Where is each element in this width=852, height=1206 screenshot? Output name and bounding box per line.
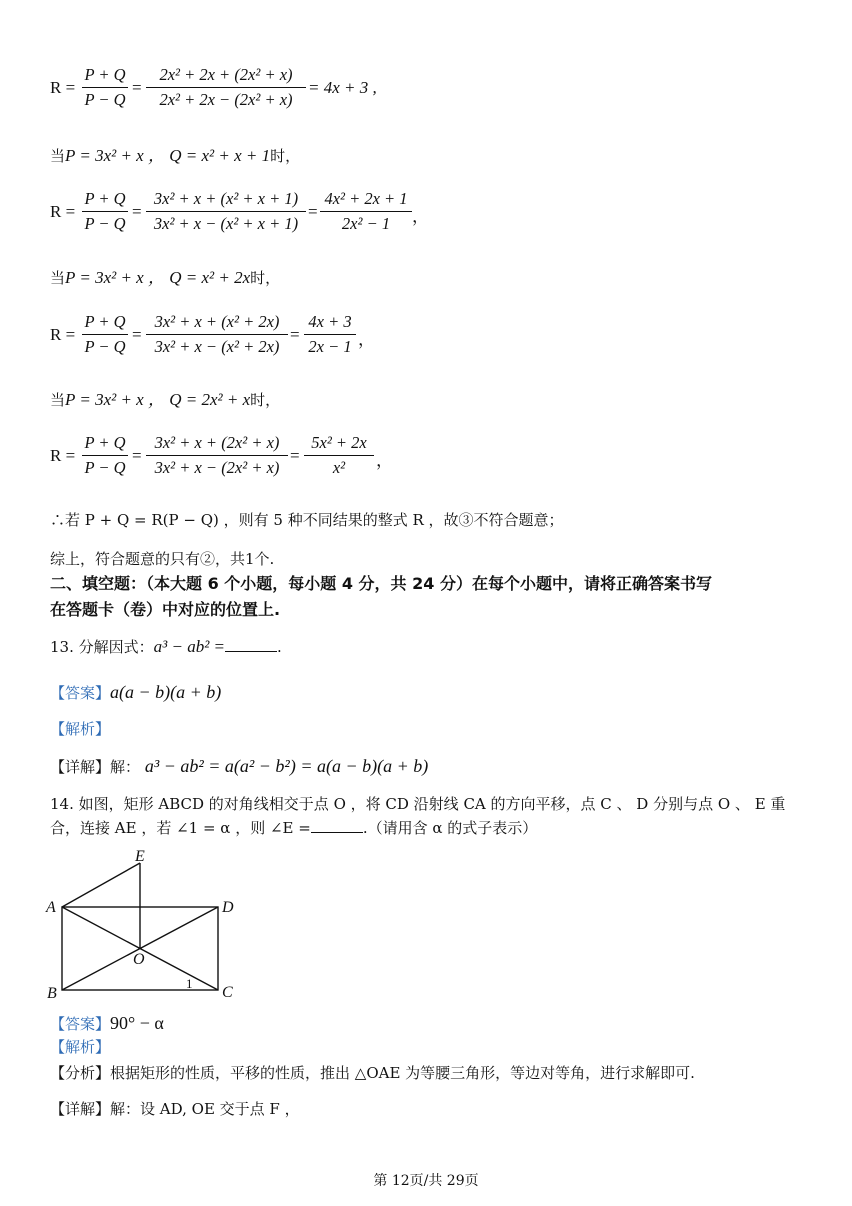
fraction-expanded: 3x² + x + (x² + 2x) 3x² + x − (x² + 2x) — [146, 311, 288, 358]
fraction-p-plus-q: P + Q P − Q — [82, 311, 128, 358]
q14-fenxi: 【分析】根据矩形的性质，平移的性质，推出 △OAE 为等腰三角形，等边对等角，进行求解即可. — [50, 1064, 695, 1082]
question-13: 13. 分解因式：a³ − ab² = . — [50, 637, 282, 656]
conclusion-summary: 综上，符合题意的只有②，共1个. — [50, 550, 275, 568]
question-14-line2: 合，连接 AE ，若 ∠1 = α ，则 ∠E = .（请用含 α 的式子表示） — [50, 819, 538, 837]
q14-detail: 【详解】解：设 AD, OE 交于点 F ， — [50, 1100, 300, 1118]
fraction-expanded: 3x² + x + (2x² + x) 3x² + x − (2x² + x) — [146, 432, 288, 479]
q13-analysis-tag: 【解析】 — [50, 720, 111, 738]
label-o: O — [133, 951, 145, 968]
label-b: B — [47, 985, 57, 1002]
eq-lhs: R = — [50, 78, 76, 97]
label-d: D — [222, 899, 234, 916]
conclusion-line: ∴若 P + Q = R(P − Q) ，则有 5 种不同结果的整式 R ，故③不符合题意； — [50, 511, 564, 529]
rectangle-figure — [40, 840, 250, 1005]
label-c: C — [222, 984, 233, 1001]
condition-line: 当P = 3x² + x ， Q = 2x² + x时， — [50, 390, 281, 409]
q14-analysis-tag: 【解析】 — [50, 1038, 111, 1056]
fraction-expanded: 2x² + 2x + (2x² + x) 2x² + 2x − (2x² + x) — [146, 64, 306, 111]
segment-ae — [62, 863, 140, 907]
fraction-p-plus-q: P + Q P − Q — [82, 64, 128, 111]
fraction-expanded: 3x² + x + (x² + x + 1) 3x² + x − (x² + x + 1) — [146, 188, 306, 235]
condition-line: 当P = 3x² + x ， Q = x² + 2x时， — [50, 268, 281, 287]
q13-answer: 【答案】a(a − b)(a + b) — [50, 682, 222, 702]
condition-line: 当P = 3x² + x ， Q = x² + x + 1时， — [50, 146, 301, 165]
q13-detail: 【详解】解： a³ − ab² = a(a² − b²) = a(a − b)(a + b) — [50, 756, 429, 776]
label-a: A — [46, 899, 56, 916]
answer-blank — [311, 818, 363, 833]
q14-answer: 【答案】90° − α — [50, 1013, 164, 1033]
fraction-simplified: 4x + 3 2x − 1 — [304, 311, 356, 358]
fraction-simplified: 5x² + 2x x² — [304, 432, 374, 479]
section-heading-line2: 在答题卡（卷）中对应的位置上. — [50, 600, 281, 619]
fraction-simplified: 4x² + 2x + 1 2x² − 1 — [320, 188, 412, 235]
answer-blank — [225, 637, 277, 652]
label-angle-1: 1 — [186, 976, 193, 991]
question-14-line1: 14. 如图，矩形 ABCD 的对角线相交于点 O ，将 CD 沿射线 CA 的方向平移，点 C 、 D 分别与点 O 、 E 重 — [50, 795, 786, 813]
fraction-p-plus-q: P + Q P − Q — [82, 188, 128, 235]
page-footer: 第 12页/共 29页 — [373, 1173, 479, 1189]
fraction-p-plus-q: P + Q P − Q — [82, 432, 128, 479]
eq-result: = 4x + 3 , — [308, 78, 377, 97]
section-heading-line1: 二、填空题：（本大题 6 个小题，每小题 4 分，共 24 分）在每个小题中，请将正确答案书写 — [50, 574, 712, 593]
label-e: E — [135, 848, 145, 865]
